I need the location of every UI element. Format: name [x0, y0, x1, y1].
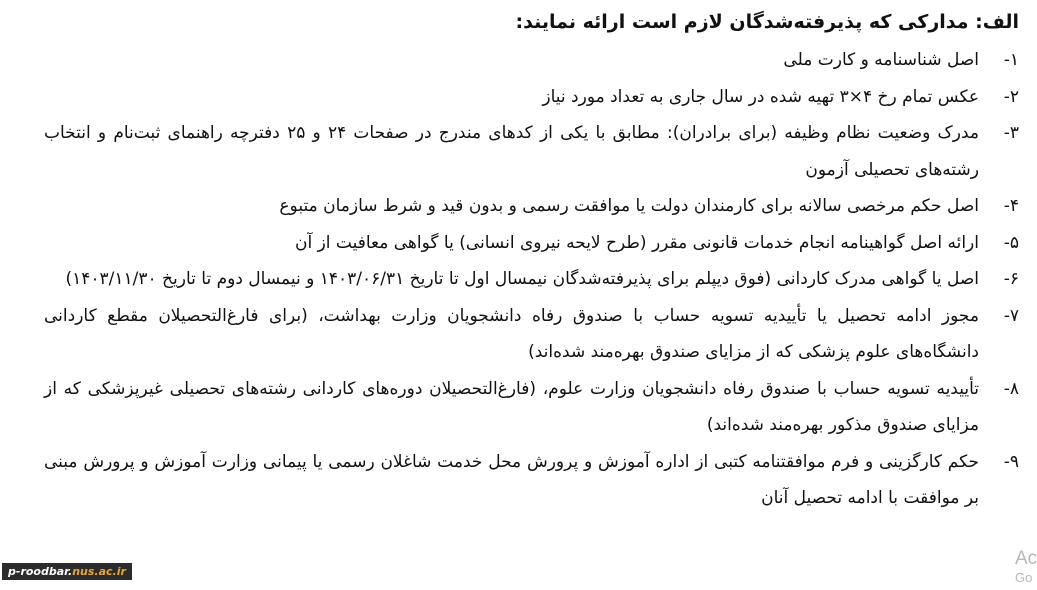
- list-item-text: مدرک وضعیت نظام وظیفه (برای برادران): مطابق با یکی از کدهای مندرج در صفحات ۲۴ و ۲۵ دفترچه راهنمای ثبت‌نام و انتخاب رشته‌های تحصیلی آزمون: [44, 123, 979, 180]
- list-item-text: اصل یا گواهی مدرک کاردانی (فوق دیپلم برای پذیرفته‌شدگان نیمسال اول تا تاریخ ۱۴۰۳/۰۶/۳۱ و نیمسال دوم تا تاریخ ۱۴۰۳/۱۱/۳۰): [65, 269, 979, 289]
- list-item-number: ۱-: [1003, 50, 1019, 70]
- list-item: [44, 42, 1019, 79]
- activate-windows-overlay: [1015, 548, 1037, 586]
- list-item: [44, 115, 1019, 188]
- list-item: [44, 371, 1019, 444]
- list-item: [44, 261, 1019, 298]
- list-item-text: عکس تمام رخ ۴×۳ تهیه شده در سال جاری به تعداد مورد نیاز: [542, 86, 979, 107]
- list-item-number: ۳-: [1003, 123, 1019, 143]
- list-item-number: ۵-: [1003, 232, 1019, 253]
- list-item-number: ۷-: [1003, 305, 1019, 326]
- list-item-text: اصل شناسنامه و کارت ملی: [783, 50, 979, 70]
- activate-line-1: Ac: [1015, 548, 1037, 569]
- list-item: [44, 298, 1019, 371]
- list-item: [44, 225, 1019, 262]
- list-item-text: اصل حکم مرخصی سالانه برای کارمندان دولت یا موافقت رسمی و بدون قید و شرط سازمان متبوع: [279, 196, 979, 216]
- watermark-domain: nus.ac.ir: [72, 565, 126, 578]
- document-body: [44, 6, 1019, 517]
- list-item-number: ۲-: [1003, 86, 1019, 107]
- list-item-number: ۴-: [1003, 196, 1019, 216]
- requirements-list: [44, 42, 1019, 517]
- watermark-prefix: p-roodbar.: [8, 565, 73, 578]
- list-item-text: تأییدیه تسویه حساب با صندوق رفاه دانشجویان وزارت علوم، (فارغ‌التحصیلان دوره‌های کاردانی رشته‌های تحصیلی غیرپزشکی که از مزایای صندوق مذکور بهره‌مند شده‌اند): [44, 378, 979, 435]
- list-item-text: مجوز ادامه تحصیل یا تأییدیه تسویه حساب با صندوق رفاه دانشجویان وزارت بهداشت، (برای فارغ‌التحصیلان مقطع کاردانی دانشگاه‌های علوم پزشکی که از مزایای صندوق بهره‌مند شده‌اند): [44, 305, 979, 362]
- list-item: [44, 79, 1019, 116]
- list-item: [44, 444, 1019, 517]
- list-item-number: ۹-: [1003, 451, 1019, 472]
- list-item-number: ۶-: [1003, 269, 1019, 289]
- list-item-text: حکم کارگزینی و فرم موافقتنامه کتبی از اداره آموزش و پرورش محل خدمت شاغلان رسمی یا پیمانی وزارت آموزش و پرورش مبنی بر موافقت با ادامه تحصیل آنان: [44, 451, 979, 508]
- list-item-number: ۸-: [1003, 378, 1019, 399]
- site-watermark: [2, 563, 132, 580]
- activate-line-2: Go: [1015, 570, 1033, 585]
- list-item: [44, 188, 1019, 225]
- list-item-text: ارائه اصل گواهینامه انجام خدمات قانونی مقرر (طرح لایحه نیروی انسانی) یا گواهی معافیت از آن: [294, 232, 979, 253]
- section-heading: الف: مدارکی که پذیرفته‌شدگان لازم است ارائه نمایند:: [515, 11, 1019, 33]
